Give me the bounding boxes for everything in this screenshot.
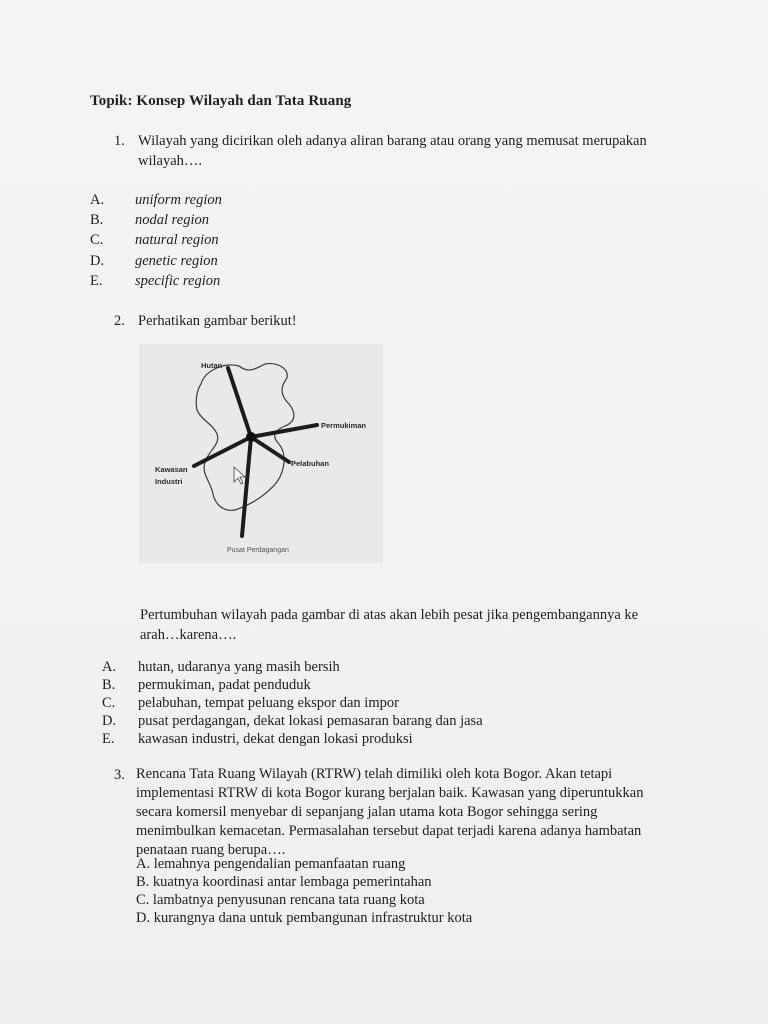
q2-option-a-letter: A. <box>102 659 117 675</box>
spoke-pusat-perdagangan <box>242 437 251 536</box>
q1-line-2: wilayah…. <box>138 153 203 169</box>
q2-option-d-text: pusat perdagangan, dekat lokasi pemasaran barang dan jasa <box>138 713 483 729</box>
label-industri: Industri <box>155 477 183 486</box>
q2-option-e-letter: E. <box>102 731 115 747</box>
q3-line-4: menimbulkan kemacetan. Permasalahan tersebut dapat terjadi karena adanya hambatan <box>136 823 642 839</box>
label-pelabuhan: Pelabuhan <box>291 459 329 468</box>
spoke-pelabuhan <box>251 437 289 462</box>
q3-option-d: D. kurangnya dana untuk pembangunan infrastruktur kota <box>136 910 473 926</box>
q2-option-b-text: permukiman, padat penduduk <box>138 677 311 693</box>
q3-option-b: B. kuatnya koordinasi antar lembaga pemerintahan <box>136 874 432 890</box>
q3-option-a: A. lemahnya pengendalian pemanfaatan ruang <box>136 856 406 872</box>
q1-option-e-letter: E. <box>90 273 103 289</box>
q3-option-c: C. lambatnya penyusunan rencana tata ruang kota <box>136 892 425 908</box>
region-diagram <box>139 344 383 563</box>
label-pusat-perdagangan: Pusat Perdagangan <box>227 547 289 554</box>
spokes <box>194 368 317 536</box>
spoke-hutan <box>228 368 251 437</box>
q2-question-line-1: Pertumbuhan wilayah pada gambar di atas akan lebih pesat jika pengembangannya ke <box>140 607 639 623</box>
q2-option-e-text: kawasan industri, dekat dengan lokasi produksi <box>138 731 413 747</box>
label-kawasan: Kawasan <box>155 465 188 474</box>
q3-number: 3. <box>114 767 125 783</box>
q1-option-c-text: natural region <box>135 232 219 248</box>
q1-number: 1. <box>114 133 125 149</box>
q2-option-c-letter: C. <box>102 695 116 711</box>
q1-option-b-letter: B. <box>90 212 104 228</box>
label-permukiman: Permukiman <box>321 421 367 430</box>
cursor-icon <box>234 467 245 484</box>
q1-option-d-letter: D. <box>90 253 105 269</box>
q1-stem <box>138 131 678 171</box>
q3-stem <box>136 765 678 860</box>
q1-option-c-letter: C. <box>90 232 104 248</box>
label-hutan: Hutan <box>201 361 223 370</box>
q2-number: 2. <box>114 313 125 329</box>
q1-option-e-text: specific region <box>135 273 221 289</box>
q3-line-3: secara komersil menyebar di sepanjang jalan utama kota Bogor sehingga sering <box>136 804 598 820</box>
q2-option-d-letter: D. <box>102 713 117 729</box>
region-growth-figure <box>139 344 383 563</box>
q1-option-d-text: genetic region <box>135 253 218 269</box>
q1-option-a-text: uniform region <box>135 192 222 208</box>
q2-option-a-text: hutan, udaranya yang masih bersih <box>138 659 340 675</box>
q2-question <box>140 605 678 645</box>
q2-question-line-2: arah…karena…. <box>140 627 237 643</box>
q2-option-c-text: pelabuhan, tempat peluang ekspor dan impor <box>138 695 399 711</box>
q2-option-b-letter: B. <box>102 677 116 693</box>
q1-option-b-text: nodal region <box>135 212 209 228</box>
q3-options <box>136 855 472 927</box>
q3-line-2: implementasi RTRW di kota Bogor kurang berjalan baik. Kawasan yang diperuntukkan <box>136 785 644 801</box>
q3-line-5: penataan ruang berupa…. <box>136 842 286 858</box>
q1-option-a-letter: A. <box>90 192 105 208</box>
page-title: Topik: Konsep Wilayah dan Tata Ruang <box>90 93 352 109</box>
q3-line-1: Rencana Tata Ruang Wilayah (RTRW) telah dimiliki oleh kota Bogor. Akan tetapi <box>136 766 613 782</box>
region-center-node <box>246 432 256 442</box>
spoke-kawasan-industri <box>194 437 251 466</box>
q1-line-1: Wilayah yang dicirikan oleh adanya aliran barang atau orang yang memusat merupakan <box>138 133 647 149</box>
q2-prompt: Perhatikan gambar berikut! <box>138 313 297 329</box>
